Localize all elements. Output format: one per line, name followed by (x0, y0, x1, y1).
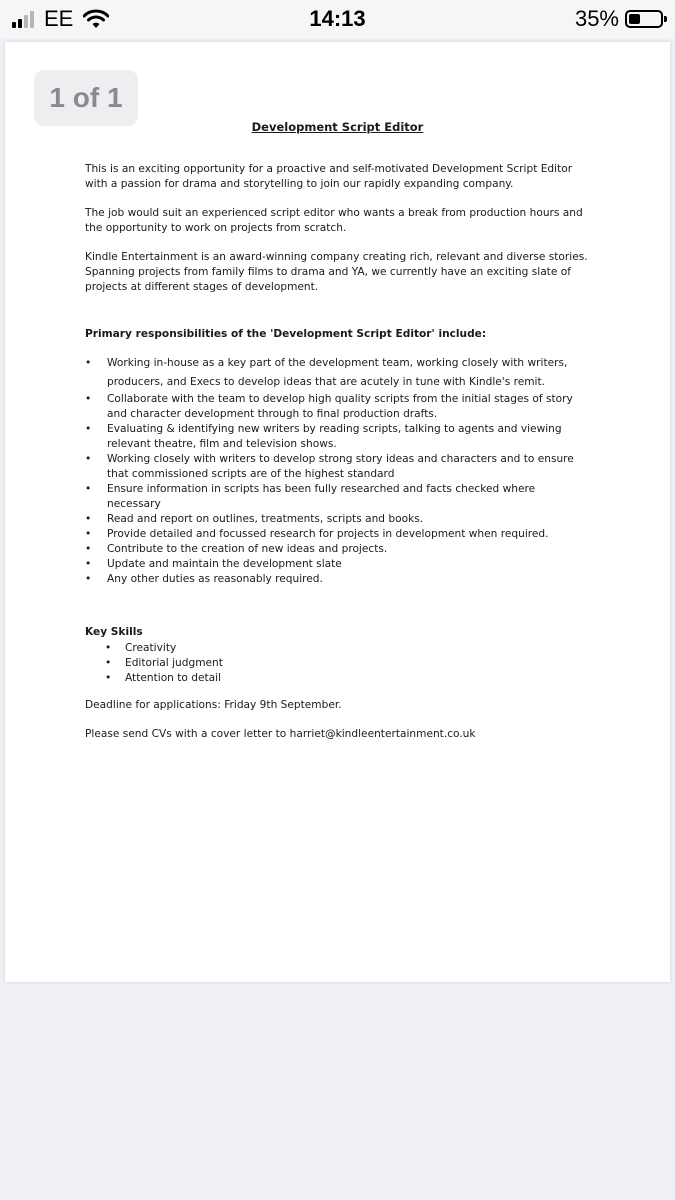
list-item: • Editorial judgment (85, 656, 590, 671)
page-indicator: 1 of 1 (34, 70, 138, 126)
status-bar (0, 0, 675, 38)
list-item: • Evaluating & identifying new writers by reading scripts, talking to agents and viewing relevant theatre, film and television shows. (85, 422, 590, 452)
battery-level-fill (629, 14, 640, 24)
list-item: • Read and report on outlines, treatments, scripts and books. (85, 512, 590, 527)
key-skills-heading: Key Skills (85, 626, 143, 638)
list-item: • Working in-house as a key part of the development team, working closely with writers, producers, and Execs to develop ideas that are acutely in tune with Kindle's remit. (85, 354, 590, 392)
list-item: • Working closely with writers to develop strong story ideas and characters and to ensure that commissioned scripts are of the highest standard (85, 452, 590, 482)
deadline-text: Deadline for applications: Friday 9th September. (85, 699, 342, 711)
list-item: • Update and maintain the development slate (85, 557, 590, 572)
responsibilities-heading: Primary responsibilities of the 'Development Script Editor' include: (85, 328, 487, 340)
list-item: • Ensure information in scripts has been fully researched and facts checked where necessary (85, 482, 590, 512)
list-item: • Any other duties as reasonably required. (85, 572, 590, 587)
carrier-name: EE (44, 6, 74, 31)
list-item: • Contribute to the creation of new ideas and projects. (85, 542, 590, 557)
status-time: 14:13 (309, 6, 366, 31)
battery-percentage: 35% (574, 6, 619, 31)
suitability-paragraph: The job would suit an experienced script editor who wants a break from production hours and the opportunity to work on projects from scratch. (85, 207, 583, 234)
key-skills-list (85, 641, 590, 686)
company-paragraph: Kindle Entertainment is an award-winning company creating rich, relevant and diverse stories. Spanning projects from family films to drama and YA, we currently have an exciting slate of projects at different stages of development. (85, 251, 588, 293)
list-item: • Attention to detail (85, 671, 590, 686)
list-item: • Creativity (85, 641, 590, 656)
intro-paragraph: This is an exciting opportunity for a proactive and self-motivated Development Script Editor with a passion for drama and storytelling to join our rapidly expanding company. (85, 163, 573, 190)
contact-text: Please send CVs with a cover letter to harriet@kindleentertainment.co.uk (85, 728, 476, 740)
list-item: • Collaborate with the team to develop high quality scripts from the initial stages of story and character development through to final production drafts. (85, 392, 590, 422)
document-title: Development Script Editor (251, 120, 424, 134)
responsibilities-list (85, 354, 590, 587)
status-right (575, 6, 663, 32)
battery-icon (625, 10, 663, 28)
document-content (85, 120, 590, 756)
list-item: • Provide detailed and focussed research for projects in development when required. (85, 527, 590, 542)
